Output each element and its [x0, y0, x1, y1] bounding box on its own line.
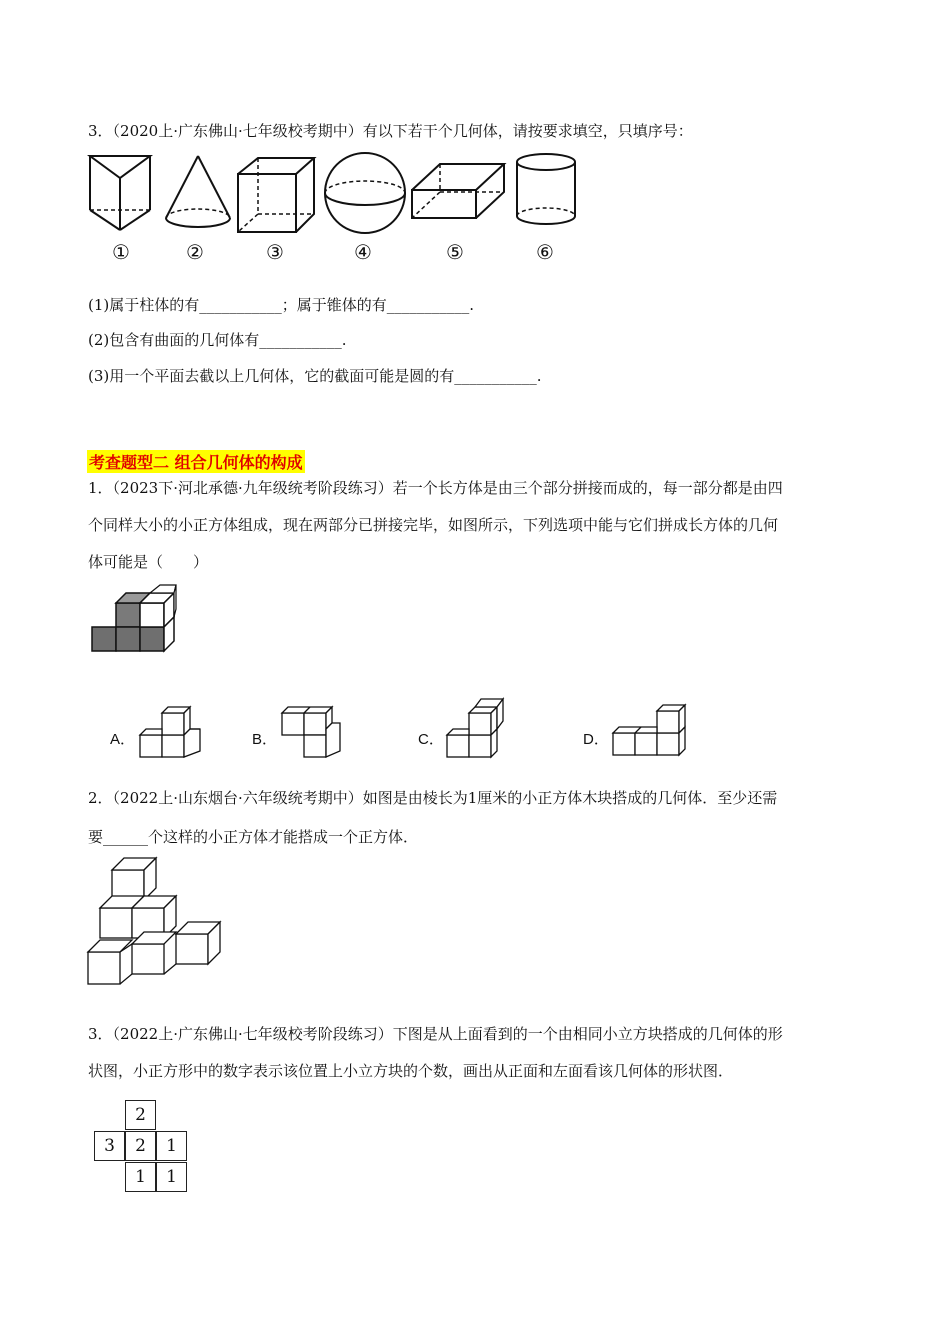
shape-label-4: ④ — [354, 240, 372, 264]
option-d-label: D． — [583, 731, 609, 748]
sphere-figure — [322, 152, 408, 234]
option-a-label: A． — [110, 731, 136, 748]
option-b-label: B． — [252, 731, 278, 748]
q1-line1: 1．（2023下·河北承德·九年级统考阶段练习）若一个长方体是由三个部分拼接而成的，每一部分都是由四 — [88, 479, 783, 497]
q2-stacked-cubes-figure — [86, 856, 226, 988]
q3-top-text: 3．（2020上·广东佛山·七年级校考期中）有以下若干个几何体，请按要求填空，只填序号： — [88, 122, 693, 140]
grid-cell: 2 — [125, 1100, 156, 1130]
cuboid-figure — [410, 162, 506, 222]
shape-label-1: ① — [112, 240, 130, 264]
grid-cell: 1 — [156, 1162, 187, 1192]
top-view-grid — [94, 1100, 194, 1196]
cube-figure — [236, 156, 318, 236]
grid-cell: 3 — [94, 1131, 125, 1161]
q3-top-sub1: (1)属于柱体的有___________；属于锥体的有___________. — [88, 296, 475, 314]
shape-label-6: ⑥ — [536, 240, 554, 264]
shape-label-2: ② — [186, 240, 204, 264]
option-c-label: C． — [418, 731, 444, 748]
shape-label-3: ③ — [266, 240, 284, 264]
q1-main-figure — [90, 589, 182, 653]
q3-top-sub2: (2)包含有曲面的几何体有___________. — [88, 331, 347, 349]
q2-line1: 2．（2022上·山东烟台·六年级统考期中）如图是由棱长为1厘米的小正方体木块搭成的几何体．至少还需 — [88, 789, 778, 807]
shape-label-5: ⑤ — [446, 240, 464, 264]
cylinder-figure — [514, 152, 578, 228]
grid-cell: 1 — [125, 1162, 156, 1192]
q3b-line2: 状图，小正方形中的数字表示该位置上小立方块的个数，画出从正面和左面看该几何体的形状图． — [88, 1062, 734, 1080]
option-c-figure[interactable] — [445, 697, 515, 761]
section-heading: 考查题型二 组合几何体的构成 — [87, 450, 305, 473]
cone-figure — [162, 152, 234, 232]
option-d-figure[interactable] — [611, 705, 695, 761]
triangular-prism-figure — [86, 152, 156, 234]
option-b-figure[interactable] — [280, 705, 346, 761]
q1-line3: 体可能是（ ） — [88, 553, 209, 571]
q3-top-sub3: (3)用一个平面去截以上几何体，它的截面可能是圆的有___________. — [88, 367, 542, 385]
grid-cell: 1 — [156, 1131, 187, 1161]
option-a-figure[interactable] — [138, 707, 204, 761]
q2-line2: 要______个这样的小正方体才能搭成一个正方体． — [88, 828, 419, 846]
grid-cell: 2 — [125, 1131, 156, 1161]
q1-line2: 个同样大小的小正方体组成，现在两部分已拼接完毕，如图所示，下列选项中能与它们拼成长方体的几何 — [88, 516, 779, 534]
q3b-line1: 3．（2022上·广东佛山·七年级校考阶段练习）下图是从上面看到的一个由相同小立方块搭成的几何体的形 — [88, 1025, 783, 1043]
